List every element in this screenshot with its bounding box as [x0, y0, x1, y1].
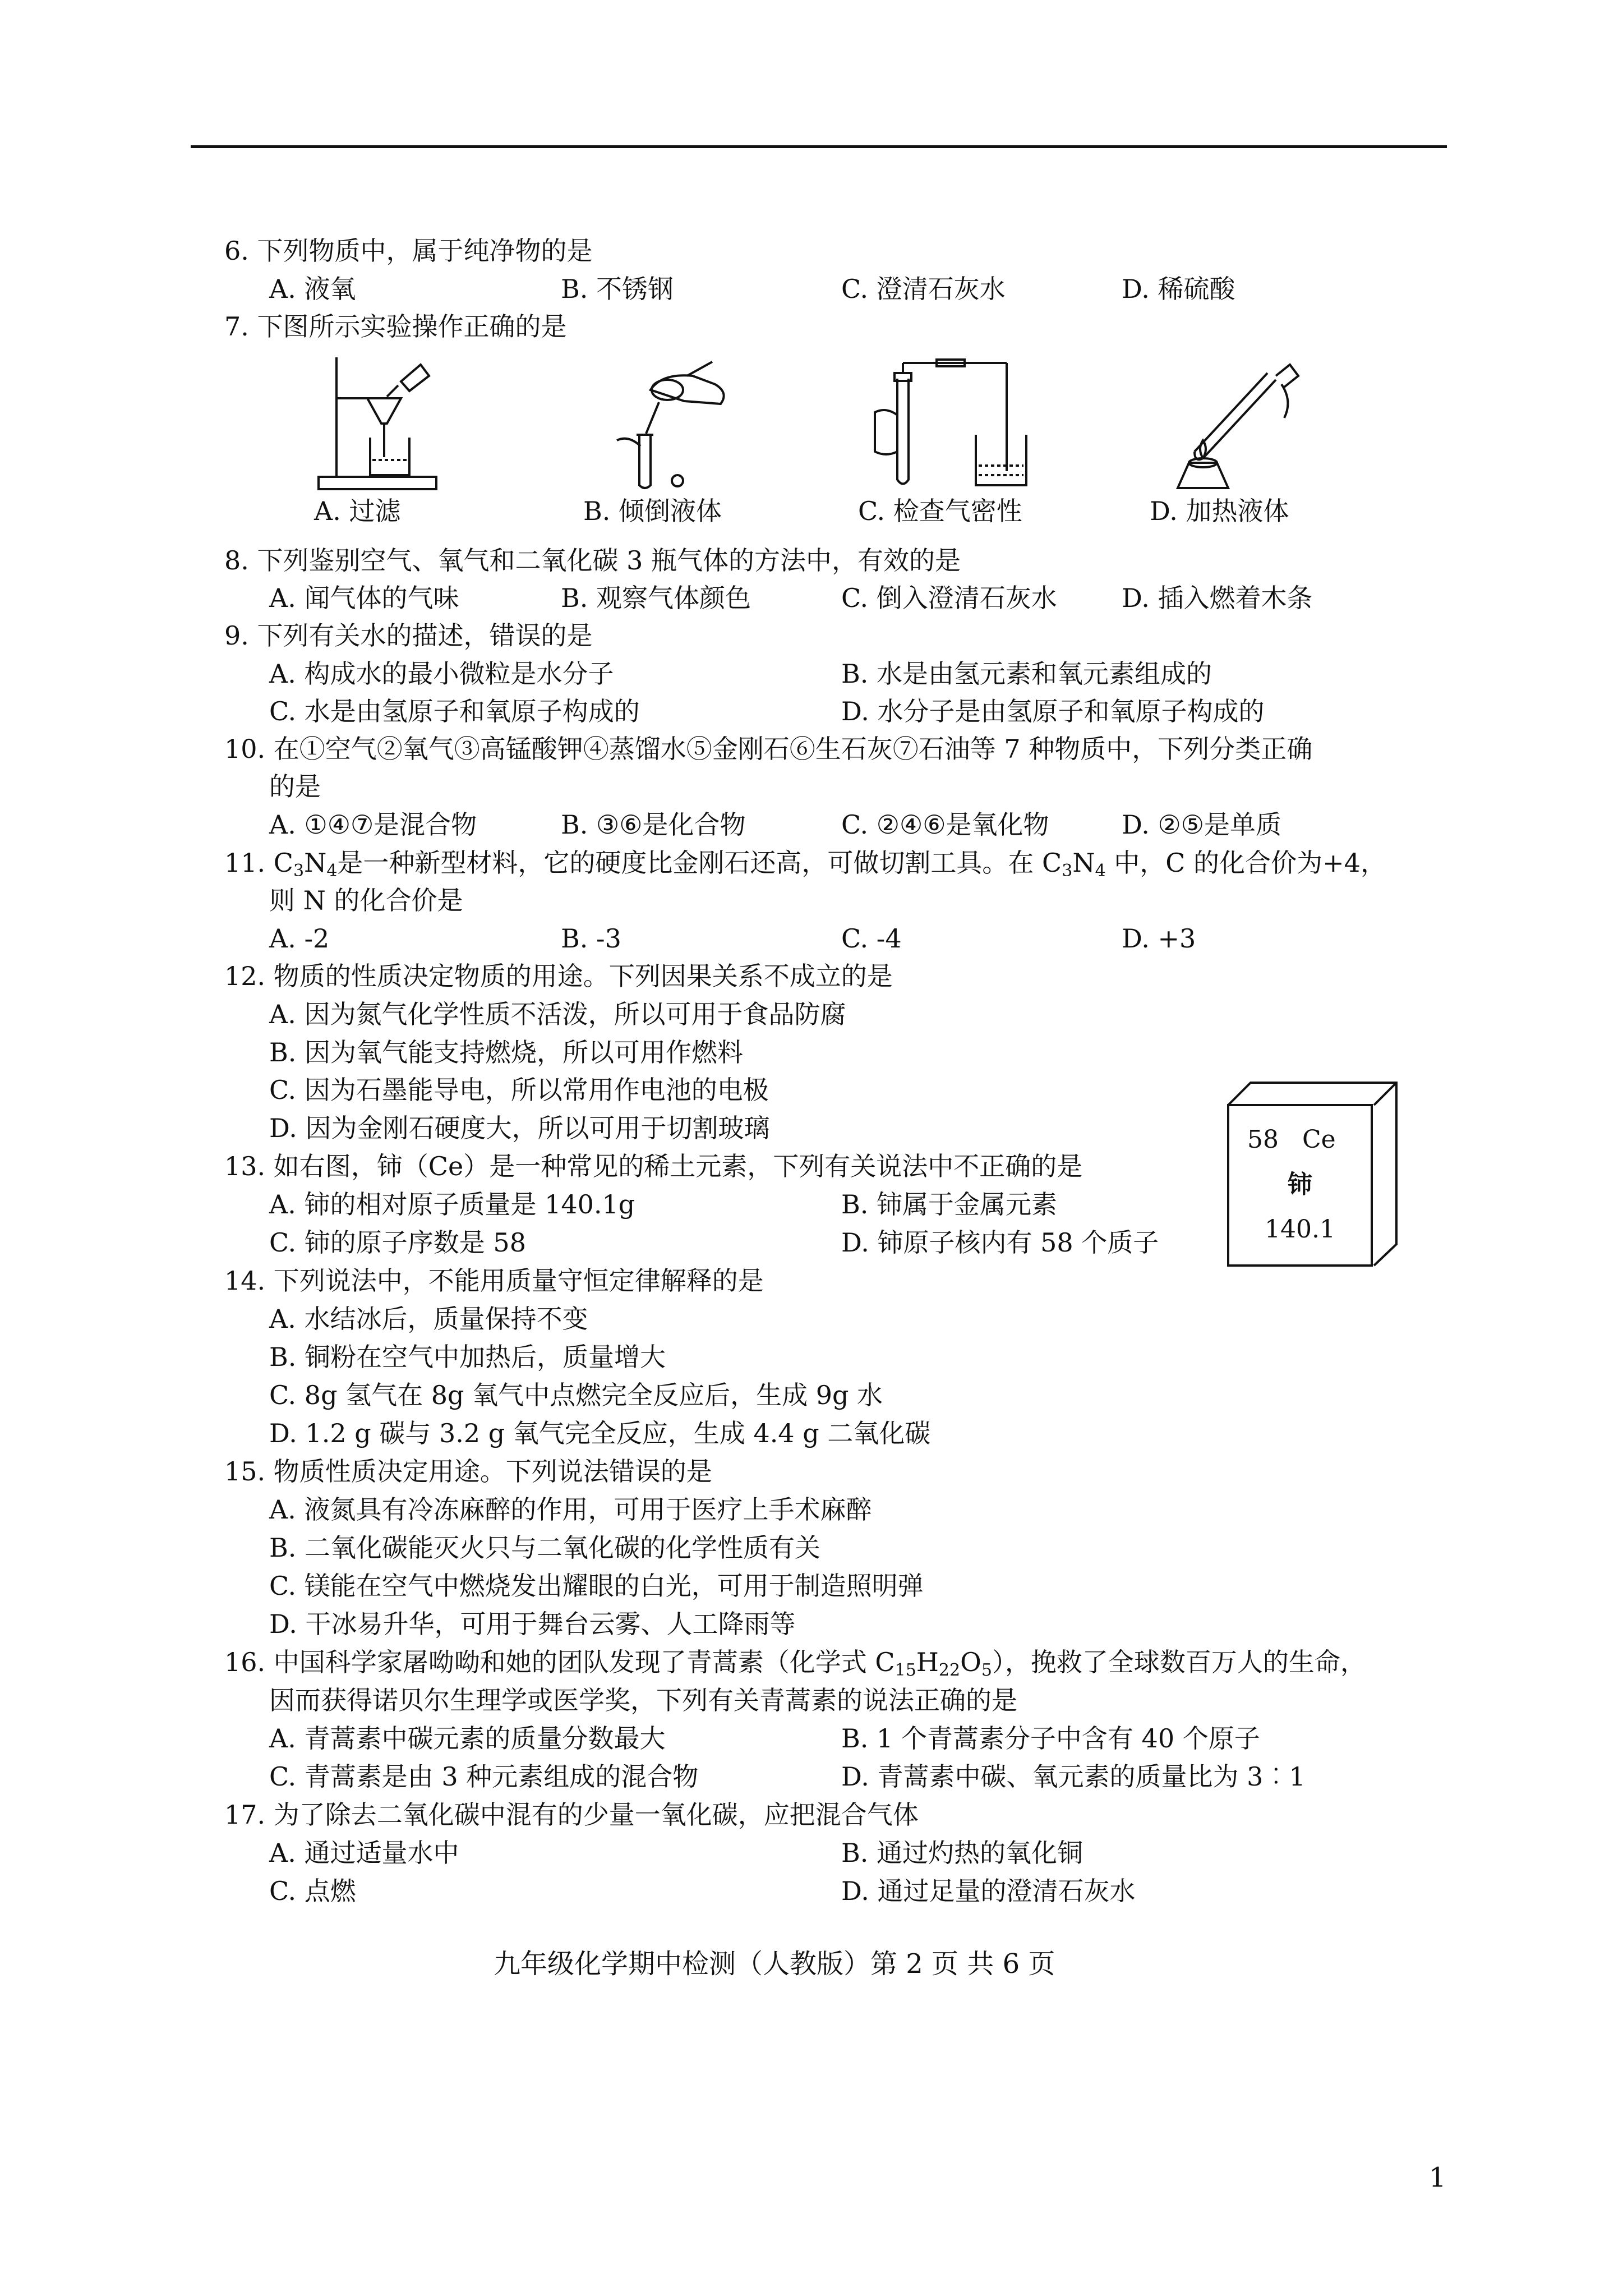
question-12-option-b: B. 因为氧气能支持燃烧，所以可用作燃料	[269, 1037, 744, 1068]
formula-part: C	[273, 848, 293, 878]
question-13-option-d: D. 铈原子核内有 58 个质子	[841, 1227, 1159, 1258]
question-10-option-a: A. ①④⑦是混合物	[269, 809, 477, 840]
question-11-option-c: C. -4	[841, 923, 902, 954]
question-16-option-c: C. 青蒿素是由 3 种元素组成的混合物	[269, 1761, 699, 1792]
formula-part: O	[960, 1647, 981, 1677]
question-12-option-a: A. 因为氮气化学性质不活泼，所以可用于食品防腐	[269, 999, 846, 1029]
question-6-option-a: A. 液氧	[269, 274, 356, 304]
question-13-option-c: C. 铈的原子序数是 58	[269, 1227, 526, 1258]
formula-part: N	[304, 848, 327, 878]
question-16-option-d: D. 青蒿素中碳、氧元素的质量比为 3︰1	[841, 1761, 1306, 1792]
formula-subscript: 4	[326, 861, 338, 881]
stem-text: 是一种新型材料，它的硬度比金刚石还高，可做切割工具。在 C	[337, 848, 1062, 878]
question-6-option-b: B. 不锈钢	[561, 274, 674, 304]
question-9-stem: 9. 下列有关水的描述，错误的是	[224, 620, 593, 651]
question-11-number: 11.	[224, 848, 266, 878]
formula-subscript: 3	[293, 861, 305, 881]
question-11-option-d: D. +3	[1122, 923, 1196, 954]
header-rule	[191, 145, 1447, 148]
question-9-option-b: B. 水是由氢元素和氧元素组成的	[841, 659, 1212, 689]
question-14-option-b: B. 铜粉在空气中加热后，质量增大	[269, 1342, 666, 1372]
formula-subscript: 22	[938, 1660, 961, 1680]
question-7-option-a: A. 过滤	[314, 496, 401, 526]
question-7-option-d: D. 加热液体	[1150, 496, 1289, 526]
filtration-illustration	[314, 351, 443, 494]
element-number-symbol	[1229, 1125, 1371, 1154]
formula-part: N	[1072, 848, 1095, 878]
question-15-option-c: C. 镁能在空气中燃烧发出耀眼的白光，可用于制造照明弹	[269, 1571, 924, 1601]
atomic-mass: 140.1	[1265, 1215, 1335, 1244]
question-10-stem: 10. 在①空气②氧气③高锰酸钾④蒸馏水⑤金刚石⑥生石灰⑦石油等 7 种物质中，下列分类正确	[224, 734, 1313, 764]
question-17-stem: 17. 为了除去二氧化碳中混有的少量一氧化碳，应把混合气体	[224, 1800, 919, 1830]
question-12-option-c: C. 因为石墨能导电，所以常用作电池的电极	[269, 1075, 769, 1105]
airtightness-check-illustration	[864, 351, 1032, 491]
page-footer: 九年级化学期中检测（人教版）第 2 页 共 6 页	[494, 1948, 1055, 1980]
question-13-option-a: A. 铈的相对原子质量是 140.1g	[269, 1189, 635, 1220]
question-6-stem: 6. 下列物质中，属于纯净物的是	[224, 236, 593, 266]
stem-text: 16. 中国科学家屠呦呦和她的团队发现了青蒿素（化学式 C	[224, 1647, 895, 1677]
stem-text: 中，C 的化合价为+4，	[1105, 848, 1386, 878]
question-8-option-d: D. 插入燃着木条	[1122, 583, 1313, 613]
question-17-option-b: B. 通过灼热的氧化铜	[841, 1838, 1083, 1868]
question-12-option-d: D. 因为金刚石硬度大，所以可用于切割玻璃	[269, 1113, 770, 1143]
question-11-option-b: B. -3	[561, 923, 621, 954]
formula-subscript: 5	[981, 1660, 992, 1680]
question-14-option-c: C. 8g 氢气在 8g 氧气中点燃完全反应后，生成 9g 水	[269, 1380, 883, 1410]
question-17-option-c: C. 点燃	[269, 1876, 356, 1906]
stem-text: ），挽救了全球数百万人的生命，	[992, 1647, 1366, 1677]
formula-subscript: 3	[1062, 861, 1073, 881]
question-10-stem-continued: 的是	[269, 771, 321, 802]
question-13-option-b: B. 铈属于金属元素	[841, 1189, 1058, 1220]
question-8-option-b: B. 观察气体颜色	[561, 583, 751, 613]
question-16-stem-continued: 因而获得诺贝尔生理学或医学奖，下列有关青蒿素的说法正确的是	[269, 1685, 1017, 1715]
question-17-option-a: A. 通过适量水中	[269, 1838, 459, 1868]
question-11-option-a: A. -2	[269, 923, 330, 954]
question-8-stem: 8. 下列鉴别空气、氧气和二氧化碳 3 瓶气体的方法中，有效的是	[224, 545, 961, 576]
question-9-option-d: D. 水分子是由氢原子和氧原子构成的	[841, 696, 1265, 726]
pouring-liquid-illustration	[594, 351, 740, 491]
question-15-stem: 15. 物质性质决定用途。下列说法错误的是	[224, 1456, 712, 1487]
question-7-option-b: B. 倾倒液体	[583, 496, 722, 526]
question-16-option-a: A. 青蒿素中碳元素的质量分数最大	[269, 1723, 666, 1754]
question-16-stem	[224, 1649, 1366, 1679]
atomic-number: 58	[1247, 1125, 1279, 1154]
question-14-option-a: A. 水结冰后，质量保持不变	[269, 1304, 588, 1334]
page-number: 1	[1429, 2162, 1446, 2193]
question-7-option-c: C. 检查气密性	[858, 496, 1022, 526]
element-symbol: Ce	[1302, 1125, 1336, 1154]
question-13-stem: 13. 如右图，铈（Ce）是一种常见的稀土元素，下列有关说法中不正确的是	[224, 1151, 1083, 1181]
cerium-element-card	[1227, 1104, 1373, 1267]
question-10-option-c: C. ②④⑥是氧化物	[841, 809, 1049, 840]
question-16-option-b: B. 1 个青蒿素分子中含有 40 个原子	[841, 1723, 1260, 1754]
formula-part: H	[916, 1647, 939, 1677]
question-7-stem: 7. 下图所示实验操作正确的是	[224, 311, 567, 342]
question-17-option-d: D. 通过足量的澄清石灰水	[841, 1876, 1136, 1906]
question-6-option-d: D. 稀硫酸	[1122, 274, 1235, 304]
formula-subscript: 15	[895, 1660, 916, 1680]
question-15-option-a: A. 液氮具有冷冻麻醉的作用，可用于医疗上手术麻醉	[269, 1494, 872, 1525]
question-11-stem	[224, 850, 1386, 880]
question-15-option-d: D. 干冰易升华，可用于舞台云雾、人工降雨等	[269, 1609, 796, 1639]
question-15-option-b: B. 二氧化碳能灭火只与二氧化碳的化学性质有关	[269, 1533, 821, 1563]
question-14-option-d: D. 1.2 g 碳与 3.2 g 氧气完全反应，生成 4.4 g 二氧化碳	[269, 1418, 931, 1448]
question-14-stem: 14. 下列说法中，不能用质量守恒定律解释的是	[224, 1266, 764, 1296]
formula-subscript: 4	[1095, 861, 1106, 881]
question-9-option-a: A. 构成水的最小微粒是水分子	[269, 659, 614, 689]
question-10-option-b: B. ③⑥是化合物	[561, 809, 746, 840]
question-11-stem-continued: 则 N 的化合价是	[269, 885, 463, 915]
question-9-option-c: C. 水是由氢原子和氧原子构成的	[269, 696, 640, 726]
question-10-option-d: D. ②⑤是单质	[1122, 809, 1281, 840]
question-12-stem: 12. 物质的性质决定物质的用途。下列因果关系不成立的是	[224, 961, 893, 991]
question-6-option-c: C. 澄清石灰水	[841, 274, 1006, 304]
heating-liquid-illustration	[1155, 351, 1307, 491]
question-8-option-c: C. 倒入澄清石灰水	[841, 583, 1057, 613]
element-name: 铈	[1288, 1170, 1312, 1199]
question-8-option-a: A. 闻气体的气味	[269, 583, 459, 613]
